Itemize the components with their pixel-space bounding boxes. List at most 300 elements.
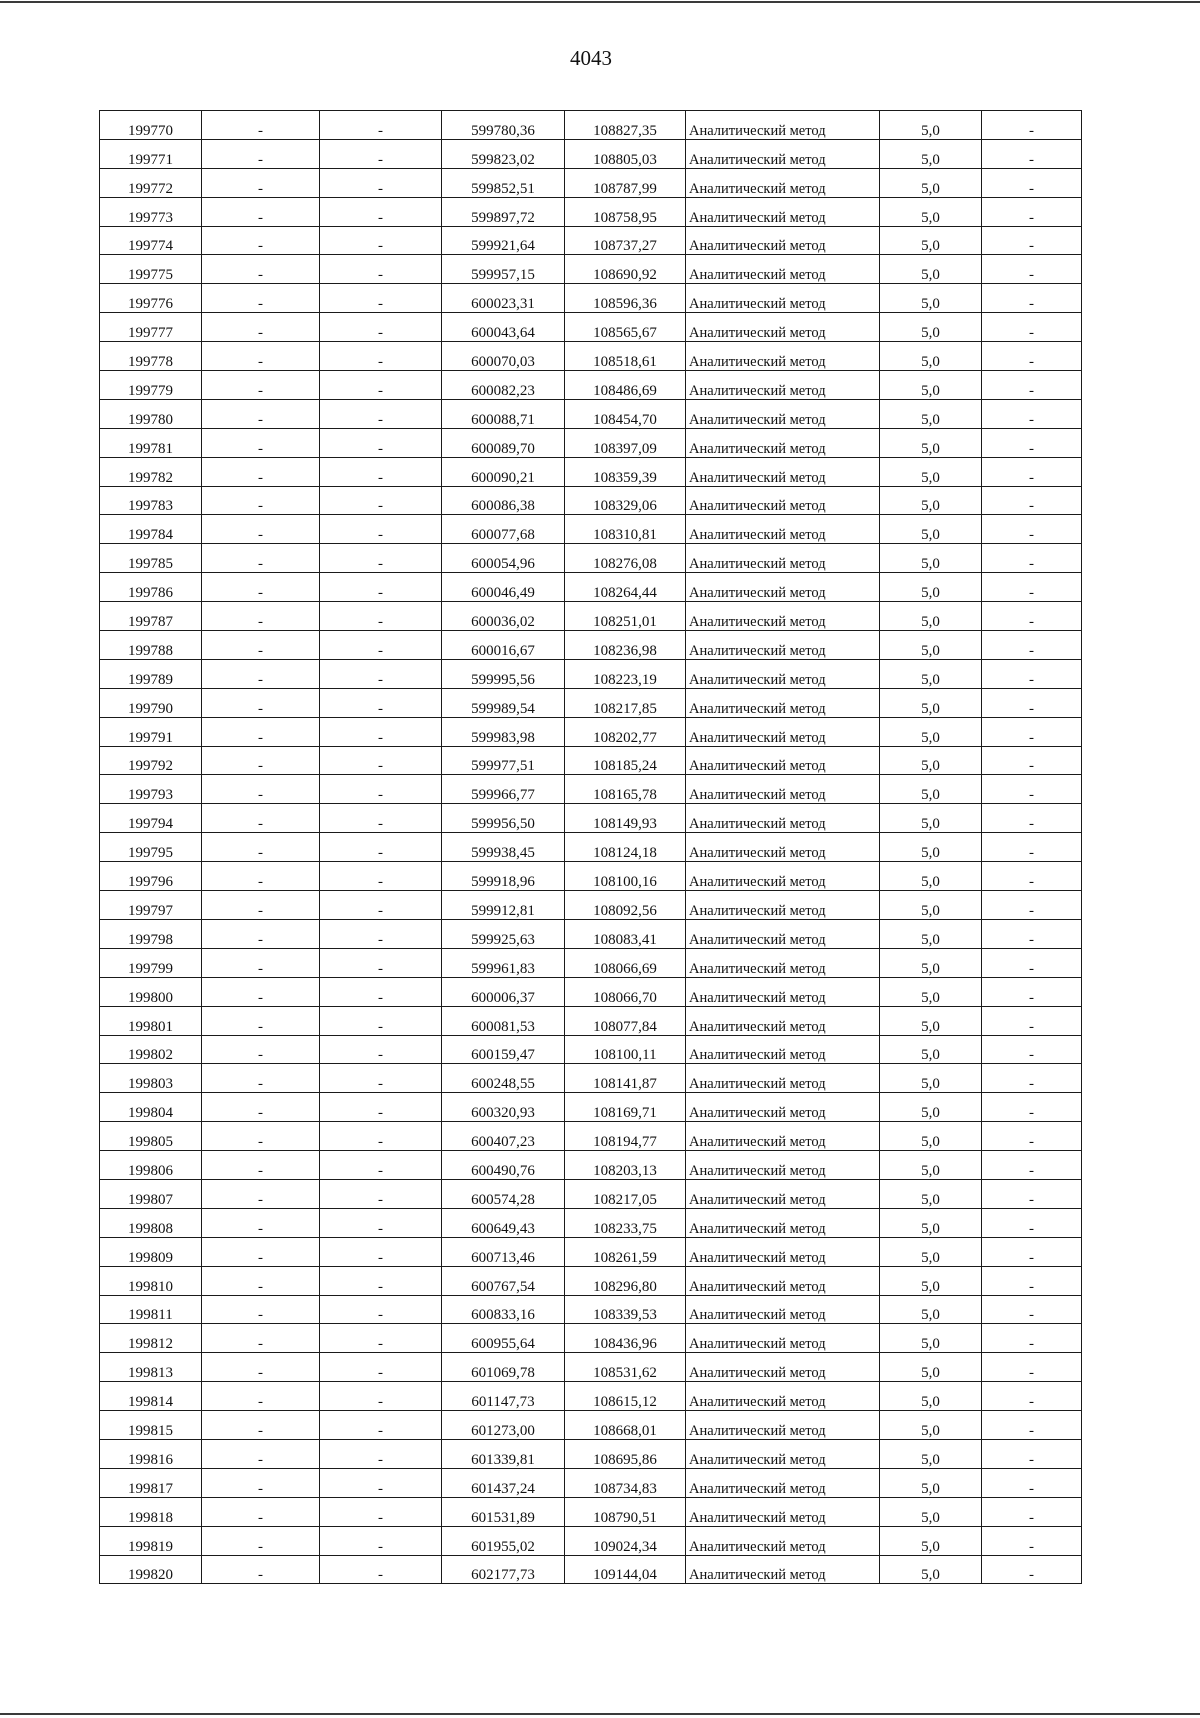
empty-value-cell: - — [202, 862, 320, 891]
x-coordinate-cell: 600036,02 — [442, 602, 565, 631]
empty-value-cell: - — [320, 573, 442, 602]
empty-value-cell: - — [202, 284, 320, 313]
accuracy-cell: 5,0 — [880, 1411, 982, 1440]
empty-value-cell: - — [202, 1266, 320, 1295]
x-coordinate-cell: 599852,51 — [442, 168, 565, 197]
method-cell: Аналитический метод — [686, 977, 880, 1006]
x-coordinate-cell: 600713,46 — [442, 1237, 565, 1266]
x-coordinate-cell: 599966,77 — [442, 775, 565, 804]
table-row — [100, 1208, 1082, 1237]
point-number-cell: 199780 — [100, 399, 202, 428]
empty-value-cell: - — [320, 804, 442, 833]
table-row — [100, 1151, 1082, 1180]
accuracy-cell: 5,0 — [880, 1151, 982, 1180]
y-coordinate-cell: 108261,59 — [565, 1237, 686, 1266]
table-row — [100, 255, 1082, 284]
empty-value-cell: - — [982, 1122, 1082, 1151]
point-number-cell: 199806 — [100, 1151, 202, 1180]
point-number-cell: 199819 — [100, 1526, 202, 1555]
y-coordinate-cell: 108790,51 — [565, 1497, 686, 1526]
x-coordinate-cell: 600016,67 — [442, 631, 565, 660]
empty-value-cell: - — [202, 977, 320, 1006]
method-cell: Аналитический метод — [686, 717, 880, 746]
method-cell: Аналитический метод — [686, 1295, 880, 1324]
y-coordinate-cell: 108202,77 — [565, 717, 686, 746]
method-cell: Аналитический метод — [686, 1382, 880, 1411]
empty-value-cell: - — [202, 139, 320, 168]
method-cell: Аналитический метод — [686, 544, 880, 573]
empty-value-cell: - — [320, 1295, 442, 1324]
x-coordinate-cell: 599957,15 — [442, 255, 565, 284]
y-coordinate-cell: 109024,34 — [565, 1526, 686, 1555]
point-number-cell: 199785 — [100, 544, 202, 573]
accuracy-cell: 5,0 — [880, 659, 982, 688]
empty-value-cell: - — [202, 1497, 320, 1526]
empty-value-cell: - — [202, 804, 320, 833]
point-number-cell: 199789 — [100, 659, 202, 688]
accuracy-cell: 5,0 — [880, 1064, 982, 1093]
table-row — [100, 977, 1082, 1006]
method-cell: Аналитический метод — [686, 1266, 880, 1295]
point-number-cell: 199772 — [100, 168, 202, 197]
point-number-cell: 199779 — [100, 371, 202, 400]
empty-value-cell: - — [202, 457, 320, 486]
empty-value-cell: - — [982, 746, 1082, 775]
empty-value-cell: - — [202, 573, 320, 602]
y-coordinate-cell: 109144,04 — [565, 1555, 686, 1584]
point-number-cell: 199773 — [100, 197, 202, 226]
y-coordinate-cell: 108827,35 — [565, 111, 686, 140]
table-row — [100, 1266, 1082, 1295]
empty-value-cell: - — [982, 399, 1082, 428]
y-coordinate-cell: 108615,12 — [565, 1382, 686, 1411]
empty-value-cell: - — [320, 284, 442, 313]
table-row — [100, 775, 1082, 804]
x-coordinate-cell: 599918,96 — [442, 862, 565, 891]
empty-value-cell: - — [202, 371, 320, 400]
accuracy-cell: 5,0 — [880, 1439, 982, 1468]
empty-value-cell: - — [202, 1093, 320, 1122]
method-cell: Аналитический метод — [686, 342, 880, 371]
method-cell: Аналитический метод — [686, 1411, 880, 1440]
x-coordinate-cell: 601955,02 — [442, 1526, 565, 1555]
empty-value-cell: - — [202, 1237, 320, 1266]
table-row — [100, 1497, 1082, 1526]
empty-value-cell: - — [320, 1122, 442, 1151]
method-cell: Аналитический метод — [686, 313, 880, 342]
empty-value-cell: - — [982, 1093, 1082, 1122]
accuracy-cell: 5,0 — [880, 746, 982, 775]
empty-value-cell: - — [202, 1208, 320, 1237]
table-row — [100, 746, 1082, 775]
empty-value-cell: - — [982, 1295, 1082, 1324]
empty-value-cell: - — [320, 371, 442, 400]
table-row — [100, 399, 1082, 428]
x-coordinate-cell: 599989,54 — [442, 688, 565, 717]
table-row — [100, 1295, 1082, 1324]
x-coordinate-cell: 600955,64 — [442, 1324, 565, 1353]
empty-value-cell: - — [320, 1179, 442, 1208]
point-number-cell: 199771 — [100, 139, 202, 168]
x-coordinate-cell: 601147,73 — [442, 1382, 565, 1411]
empty-value-cell: - — [982, 1324, 1082, 1353]
table-row — [100, 342, 1082, 371]
x-coordinate-cell: 599977,51 — [442, 746, 565, 775]
method-cell: Аналитический метод — [686, 1179, 880, 1208]
x-coordinate-cell: 600649,43 — [442, 1208, 565, 1237]
y-coordinate-cell: 108124,18 — [565, 833, 686, 862]
x-coordinate-cell: 599961,83 — [442, 948, 565, 977]
accuracy-cell: 5,0 — [880, 1122, 982, 1151]
method-cell: Аналитический метод — [686, 688, 880, 717]
empty-value-cell: - — [202, 602, 320, 631]
accuracy-cell: 5,0 — [880, 284, 982, 313]
method-cell: Аналитический метод — [686, 457, 880, 486]
table-row — [100, 891, 1082, 920]
table-row — [100, 1382, 1082, 1411]
method-cell: Аналитический метод — [686, 486, 880, 515]
y-coordinate-cell: 108165,78 — [565, 775, 686, 804]
point-number-cell: 199799 — [100, 948, 202, 977]
empty-value-cell: - — [202, 313, 320, 342]
empty-value-cell: - — [982, 284, 1082, 313]
empty-value-cell: - — [320, 1526, 442, 1555]
empty-value-cell: - — [202, 1439, 320, 1468]
point-number-cell: 199770 — [100, 111, 202, 140]
empty-value-cell: - — [320, 977, 442, 1006]
x-coordinate-cell: 600159,47 — [442, 1035, 565, 1064]
table-row — [100, 1035, 1082, 1064]
accuracy-cell: 5,0 — [880, 891, 982, 920]
table-row — [100, 659, 1082, 688]
y-coordinate-cell: 108805,03 — [565, 139, 686, 168]
method-cell: Аналитический метод — [686, 1468, 880, 1497]
point-number-cell: 199816 — [100, 1439, 202, 1468]
empty-value-cell: - — [320, 544, 442, 573]
table-row — [100, 862, 1082, 891]
x-coordinate-cell: 600490,76 — [442, 1151, 565, 1180]
point-number-cell: 199807 — [100, 1179, 202, 1208]
scan-edge-top — [0, 1, 1200, 3]
empty-value-cell: - — [320, 515, 442, 544]
empty-value-cell: - — [982, 688, 1082, 717]
method-cell: Аналитический метод — [686, 1035, 880, 1064]
accuracy-cell: 5,0 — [880, 775, 982, 804]
method-cell: Аналитический метод — [686, 1353, 880, 1382]
empty-value-cell: - — [982, 139, 1082, 168]
x-coordinate-cell: 599921,64 — [442, 226, 565, 255]
table-row — [100, 1439, 1082, 1468]
accuracy-cell: 5,0 — [880, 1266, 982, 1295]
method-cell: Аналитический метод — [686, 573, 880, 602]
accuracy-cell: 5,0 — [880, 1179, 982, 1208]
x-coordinate-cell: 601339,81 — [442, 1439, 565, 1468]
x-coordinate-cell: 600070,03 — [442, 342, 565, 371]
y-coordinate-cell: 108436,96 — [565, 1324, 686, 1353]
empty-value-cell: - — [320, 1035, 442, 1064]
table-row — [100, 1093, 1082, 1122]
x-coordinate-cell: 602177,73 — [442, 1555, 565, 1584]
empty-value-cell: - — [320, 399, 442, 428]
empty-value-cell: - — [202, 1324, 320, 1353]
y-coordinate-cell: 108233,75 — [565, 1208, 686, 1237]
x-coordinate-cell: 600767,54 — [442, 1266, 565, 1295]
empty-value-cell: - — [982, 313, 1082, 342]
x-coordinate-cell: 600407,23 — [442, 1122, 565, 1151]
table-row — [100, 1468, 1082, 1497]
table-row — [100, 428, 1082, 457]
empty-value-cell: - — [982, 891, 1082, 920]
x-coordinate-cell: 599897,72 — [442, 197, 565, 226]
accuracy-cell: 5,0 — [880, 1353, 982, 1382]
x-coordinate-cell: 600088,71 — [442, 399, 565, 428]
method-cell: Аналитический метод — [686, 111, 880, 140]
empty-value-cell: - — [202, 1035, 320, 1064]
empty-value-cell: - — [982, 1439, 1082, 1468]
empty-value-cell: - — [320, 1093, 442, 1122]
point-number-cell: 199790 — [100, 688, 202, 717]
table-row — [100, 226, 1082, 255]
empty-value-cell: - — [320, 1237, 442, 1266]
empty-value-cell: - — [320, 688, 442, 717]
empty-value-cell: - — [982, 1266, 1082, 1295]
accuracy-cell: 5,0 — [880, 1295, 982, 1324]
x-coordinate-cell: 599956,50 — [442, 804, 565, 833]
method-cell: Аналитический метод — [686, 1122, 880, 1151]
accuracy-cell: 5,0 — [880, 573, 982, 602]
empty-value-cell: - — [320, 833, 442, 862]
y-coordinate-cell: 108100,11 — [565, 1035, 686, 1064]
point-number-cell: 199814 — [100, 1382, 202, 1411]
y-coordinate-cell: 108397,09 — [565, 428, 686, 457]
empty-value-cell: - — [202, 1353, 320, 1382]
point-number-cell: 199774 — [100, 226, 202, 255]
point-number-cell: 199805 — [100, 1122, 202, 1151]
method-cell: Аналитический метод — [686, 1237, 880, 1266]
empty-value-cell: - — [202, 659, 320, 688]
x-coordinate-cell: 600043,64 — [442, 313, 565, 342]
method-cell: Аналитический метод — [686, 255, 880, 284]
x-coordinate-cell: 601531,89 — [442, 1497, 565, 1526]
accuracy-cell: 5,0 — [880, 486, 982, 515]
accuracy-cell: 5,0 — [880, 1208, 982, 1237]
empty-value-cell: - — [982, 1468, 1082, 1497]
empty-value-cell: - — [320, 746, 442, 775]
table-row — [100, 688, 1082, 717]
point-number-cell: 199818 — [100, 1497, 202, 1526]
empty-value-cell: - — [202, 544, 320, 573]
empty-value-cell: - — [320, 342, 442, 371]
empty-value-cell: - — [202, 515, 320, 544]
empty-value-cell: - — [320, 486, 442, 515]
point-number-cell: 199801 — [100, 1006, 202, 1035]
point-number-cell: 199793 — [100, 775, 202, 804]
empty-value-cell: - — [320, 948, 442, 977]
empty-value-cell: - — [320, 168, 442, 197]
point-number-cell: 199781 — [100, 428, 202, 457]
x-coordinate-cell: 601437,24 — [442, 1468, 565, 1497]
y-coordinate-cell: 108531,62 — [565, 1353, 686, 1382]
point-number-cell: 199788 — [100, 631, 202, 660]
y-coordinate-cell: 108194,77 — [565, 1122, 686, 1151]
empty-value-cell: - — [202, 168, 320, 197]
point-number-cell: 199809 — [100, 1237, 202, 1266]
accuracy-cell: 5,0 — [880, 139, 982, 168]
table-row — [100, 602, 1082, 631]
point-number-cell: 199784 — [100, 515, 202, 544]
empty-value-cell: - — [320, 659, 442, 688]
accuracy-cell: 5,0 — [880, 1093, 982, 1122]
table-row — [100, 457, 1082, 486]
point-number-cell: 199775 — [100, 255, 202, 284]
table-row — [100, 313, 1082, 342]
accuracy-cell: 5,0 — [880, 833, 982, 862]
empty-value-cell: - — [202, 631, 320, 660]
coordinates-table — [99, 110, 1082, 1584]
x-coordinate-cell: 600574,28 — [442, 1179, 565, 1208]
point-number-cell: 199812 — [100, 1324, 202, 1353]
empty-value-cell: - — [982, 255, 1082, 284]
x-coordinate-cell: 600081,53 — [442, 1006, 565, 1035]
accuracy-cell: 5,0 — [880, 688, 982, 717]
accuracy-cell: 5,0 — [880, 255, 982, 284]
method-cell: Аналитический метод — [686, 833, 880, 862]
method-cell: Аналитический метод — [686, 862, 880, 891]
point-number-cell: 199810 — [100, 1266, 202, 1295]
table-row — [100, 804, 1082, 833]
coordinates-table-body — [100, 111, 1082, 1584]
empty-value-cell: - — [202, 775, 320, 804]
empty-value-cell: - — [320, 197, 442, 226]
empty-value-cell: - — [202, 1006, 320, 1035]
point-number-cell: 199783 — [100, 486, 202, 515]
point-number-cell: 199794 — [100, 804, 202, 833]
method-cell: Аналитический метод — [686, 1439, 880, 1468]
empty-value-cell: - — [202, 1411, 320, 1440]
point-number-cell: 199817 — [100, 1468, 202, 1497]
empty-value-cell: - — [202, 1555, 320, 1584]
y-coordinate-cell: 108217,05 — [565, 1179, 686, 1208]
empty-value-cell: - — [202, 717, 320, 746]
x-coordinate-cell: 600023,31 — [442, 284, 565, 313]
empty-value-cell: - — [320, 775, 442, 804]
accuracy-cell: 5,0 — [880, 1526, 982, 1555]
empty-value-cell: - — [202, 1468, 320, 1497]
y-coordinate-cell: 108296,80 — [565, 1266, 686, 1295]
accuracy-cell: 5,0 — [880, 342, 982, 371]
x-coordinate-cell: 600090,21 — [442, 457, 565, 486]
method-cell: Аналитический метод — [686, 1526, 880, 1555]
method-cell: Аналитический метод — [686, 399, 880, 428]
table-row — [100, 544, 1082, 573]
empty-value-cell: - — [982, 428, 1082, 457]
y-coordinate-cell: 108329,06 — [565, 486, 686, 515]
empty-value-cell: - — [982, 1497, 1082, 1526]
x-coordinate-cell: 600089,70 — [442, 428, 565, 457]
empty-value-cell: - — [982, 1151, 1082, 1180]
accuracy-cell: 5,0 — [880, 1006, 982, 1035]
empty-value-cell: - — [982, 486, 1082, 515]
empty-value-cell: - — [982, 1179, 1082, 1208]
empty-value-cell: - — [982, 1006, 1082, 1035]
y-coordinate-cell: 108310,81 — [565, 515, 686, 544]
method-cell: Аналитический метод — [686, 168, 880, 197]
table-row — [100, 515, 1082, 544]
empty-value-cell: - — [320, 1382, 442, 1411]
method-cell: Аналитический метод — [686, 226, 880, 255]
method-cell: Аналитический метод — [686, 1006, 880, 1035]
accuracy-cell: 5,0 — [880, 1382, 982, 1411]
empty-value-cell: - — [982, 1237, 1082, 1266]
point-number-cell: 199808 — [100, 1208, 202, 1237]
point-number-cell: 199813 — [100, 1353, 202, 1382]
table-row — [100, 1237, 1082, 1266]
table-row — [100, 1353, 1082, 1382]
empty-value-cell: - — [202, 948, 320, 977]
accuracy-cell: 5,0 — [880, 1324, 982, 1353]
x-coordinate-cell: 599823,02 — [442, 139, 565, 168]
method-cell: Аналитический метод — [686, 775, 880, 804]
empty-value-cell: - — [320, 1324, 442, 1353]
accuracy-cell: 5,0 — [880, 1468, 982, 1497]
point-number-cell: 199811 — [100, 1295, 202, 1324]
empty-value-cell: - — [982, 804, 1082, 833]
x-coordinate-cell: 601273,00 — [442, 1411, 565, 1440]
y-coordinate-cell: 108264,44 — [565, 573, 686, 602]
method-cell: Аналитический метод — [686, 631, 880, 660]
point-number-cell: 199777 — [100, 313, 202, 342]
empty-value-cell: - — [982, 573, 1082, 602]
method-cell: Аналитический метод — [686, 1555, 880, 1584]
empty-value-cell: - — [320, 1266, 442, 1295]
point-number-cell: 199787 — [100, 602, 202, 631]
method-cell: Аналитический метод — [686, 1093, 880, 1122]
empty-value-cell: - — [202, 486, 320, 515]
y-coordinate-cell: 108251,01 — [565, 602, 686, 631]
empty-value-cell: - — [320, 891, 442, 920]
point-number-cell: 199782 — [100, 457, 202, 486]
method-cell: Аналитический метод — [686, 284, 880, 313]
empty-value-cell: - — [320, 1468, 442, 1497]
accuracy-cell: 5,0 — [880, 948, 982, 977]
empty-value-cell: - — [982, 544, 1082, 573]
method-cell: Аналитический метод — [686, 371, 880, 400]
y-coordinate-cell: 108454,70 — [565, 399, 686, 428]
empty-value-cell: - — [982, 515, 1082, 544]
accuracy-cell: 5,0 — [880, 1035, 982, 1064]
empty-value-cell: - — [320, 255, 442, 284]
method-cell: Аналитический метод — [686, 948, 880, 977]
point-number-cell: 199815 — [100, 1411, 202, 1440]
y-coordinate-cell: 108083,41 — [565, 919, 686, 948]
empty-value-cell: - — [202, 399, 320, 428]
empty-value-cell: - — [202, 255, 320, 284]
empty-value-cell: - — [982, 948, 1082, 977]
x-coordinate-cell: 599938,45 — [442, 833, 565, 862]
empty-value-cell: - — [320, 1151, 442, 1180]
table-row — [100, 919, 1082, 948]
empty-value-cell: - — [202, 1151, 320, 1180]
point-number-cell: 199797 — [100, 891, 202, 920]
table-row — [100, 1324, 1082, 1353]
empty-value-cell: - — [982, 168, 1082, 197]
empty-value-cell: - — [982, 1382, 1082, 1411]
method-cell: Аналитический метод — [686, 1151, 880, 1180]
empty-value-cell: - — [202, 111, 320, 140]
y-coordinate-cell: 108668,01 — [565, 1411, 686, 1440]
table-row — [100, 717, 1082, 746]
point-number-cell: 199802 — [100, 1035, 202, 1064]
